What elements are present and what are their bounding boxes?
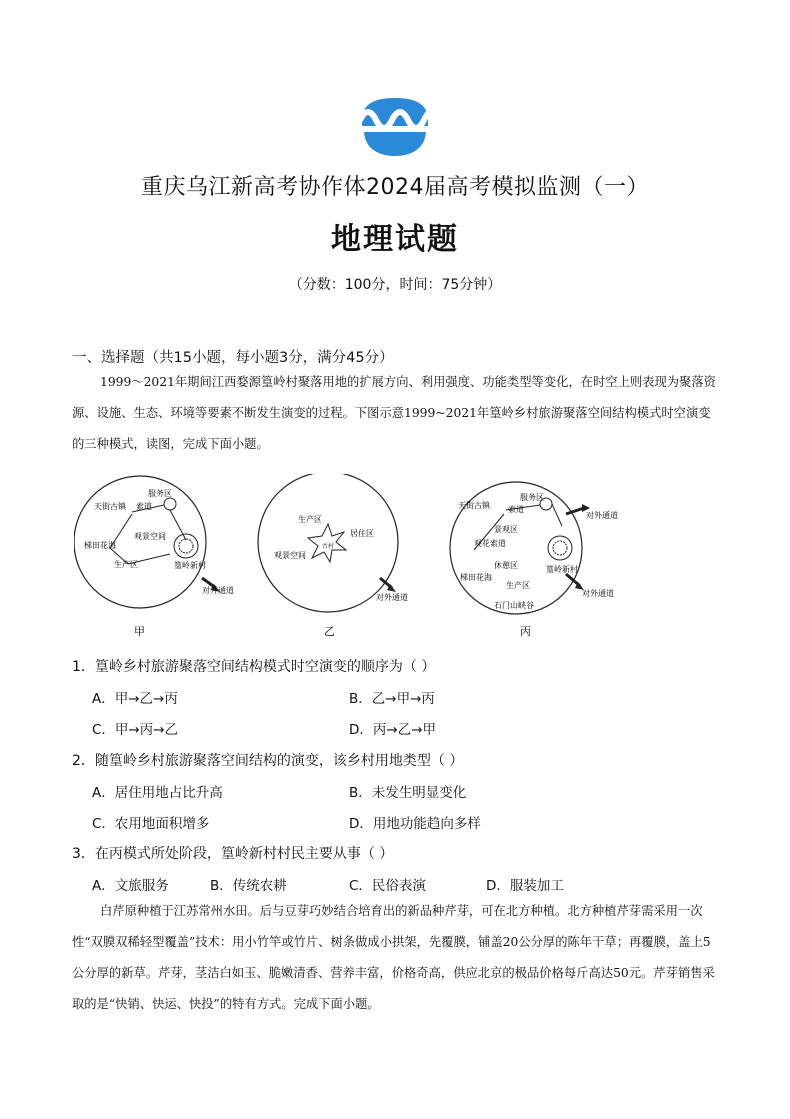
diagram-jia — [74, 476, 234, 638]
bing-label-10: 石门山峡谷 — [494, 601, 534, 610]
section-heading: 一、选择题（共15小题，每小题3分，满分45分） — [72, 350, 394, 366]
q2-option-b[interactable]: B．未发生明显变化 — [349, 785, 467, 801]
q2-option-c[interactable]: C．农用地面积增多 — [92, 816, 210, 832]
bing-label-1: 服务区 — [520, 493, 544, 502]
q1-option-b[interactable]: B．乙→甲→丙 — [349, 691, 435, 707]
q1-option-c[interactable]: C．甲→丙→乙 — [92, 722, 179, 738]
jia-caption: 甲 — [134, 625, 145, 638]
diagram-yi — [258, 474, 408, 638]
bing-label-3: 对外通道 — [586, 511, 618, 520]
q1-option-d[interactable]: D．丙→乙→甲 — [349, 722, 437, 738]
bing-label-6: 篁岭新村 — [546, 565, 578, 574]
jia-label-3: 观景空间 — [134, 532, 166, 541]
bing-label-7: 休憩区 — [494, 561, 518, 570]
bing-label-2: 索道 — [508, 505, 524, 514]
jia-label-1: 天街古镇 — [94, 502, 126, 511]
jia-label-7: 对外通道 — [202, 586, 234, 595]
yi-label-0: 生产区 — [298, 515, 322, 524]
bing-label-4: 景观区 — [494, 525, 518, 534]
bing-label-8: 梯田花海 — [460, 573, 492, 582]
jia-label-4: 梯田花海 — [84, 541, 116, 550]
material-paragraph-2: 白芹原种植于江苏常州水田。后与豆芽巧妙结合培育出的新品种芹芽，可在北方种植。北方种植芹芽需采用一次性“双膜双稀轻型覆盖”技术：用小竹竿或竹片、树条做成小拱架，先覆膜，铺盖20公分厚的陈年干草；再覆膜，盖上5公分厚的新草。芹芽，茎洁白如玉、脆嫩清香、营养丰富，价格奇高，供应北京的极品价格每斤高达50元。芹芽销售采取的是“快销、快运、快投”的特有方式。完成下面小题。 — [72, 904, 715, 1011]
q2-option-d[interactable]: D．用地功能趋向多样 — [349, 816, 481, 832]
yi-label-3: 古村 — [322, 543, 335, 550]
wave-logo-icon — [356, 96, 434, 158]
jia-label-2: 索道 — [136, 502, 152, 511]
exam-title: 重庆乌江新高考协作体2024届高考模拟监测（一） — [141, 175, 649, 200]
question-3-stem: 3．在丙模式所处阶段，篁岭新村村民主要从事（ ） — [72, 846, 394, 862]
bing-label-9: 生产区 — [506, 581, 530, 590]
bing-label-0: 天街古镇 — [458, 501, 490, 510]
material-paragraph-1: 1999～2021年期间江西婺源篁岭村聚落用地的扩展方向、利用强度、功能类型等变化，在时空上则表现为聚落资源、设施、生态、环境等要素不断发生演变的过程。下图示意1999~2021年篁岭乡村旅游聚落空间结构模式时空演变的三种模式，读图，完成下面小题。 — [72, 375, 716, 451]
diagram-bing — [450, 482, 618, 638]
settlement-pattern-figure — [74, 474, 704, 644]
question-2-stem: 2．随篁岭乡村旅游聚落空间结构的演变，该乡村用地类型（ ） — [72, 753, 464, 769]
bing-caption: 丙 — [520, 625, 531, 638]
question-1-stem: 1．篁岭乡村旅游聚落空间结构模式时空演变的顺序为（ ） — [72, 659, 436, 675]
subject-title: 地理试题 — [331, 222, 459, 257]
q3-option-d[interactable]: D．服装加工 — [486, 878, 564, 894]
bing-label-5: 观花索道 — [474, 539, 506, 548]
yi-label-2: 观景空间 — [274, 551, 306, 560]
yi-label-4: 对外通道 — [376, 593, 408, 602]
jia-label-6: 篁岭新村 — [174, 561, 206, 570]
q1-option-a[interactable]: A．甲→乙→丙 — [92, 691, 178, 707]
score-info: （分数：100分，时间：75分钟） — [288, 277, 502, 293]
jia-label-5: 生产区 — [114, 560, 138, 569]
q3-option-a[interactable]: A．文旅服务 — [92, 878, 169, 894]
q3-option-b[interactable]: B．传统农耕 — [210, 878, 287, 894]
q2-option-a[interactable]: A．居住用地占比升高 — [92, 785, 223, 801]
yi-label-1: 居住区 — [350, 529, 374, 538]
q3-option-c[interactable]: C．民俗表演 — [349, 878, 426, 894]
yi-caption: 乙 — [324, 625, 335, 638]
bing-label-11: 对外通道 — [582, 589, 614, 598]
jia-label-0: 服务区 — [148, 489, 172, 498]
